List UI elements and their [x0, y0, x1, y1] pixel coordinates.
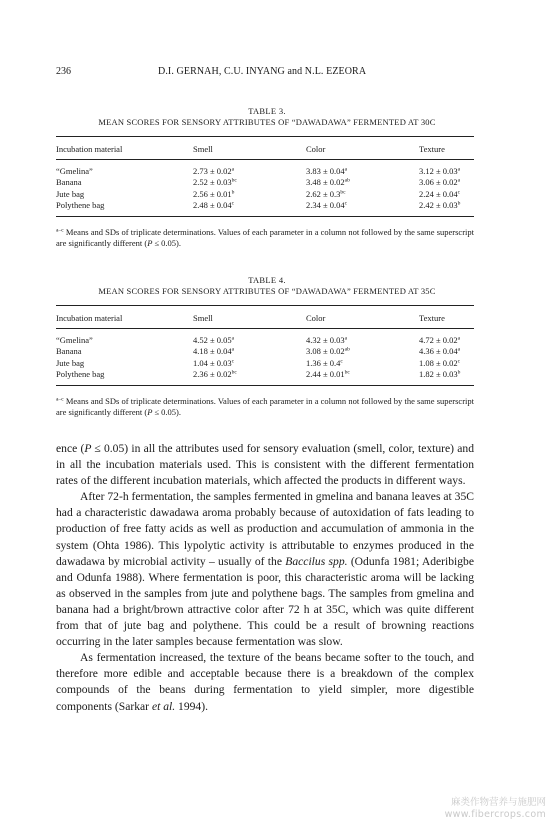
cell-value: 2.24 ± 0.04 — [419, 188, 458, 199]
table-cell — [419, 177, 460, 188]
watermark-text: 麻类作物营养与施肥网 — [450, 797, 546, 808]
incubation-material: “Gmelina” — [56, 166, 93, 176]
cell-value: 2.73 ± 0.02 — [193, 166, 232, 176]
significance-superscript: a — [231, 166, 235, 173]
significance-superscript: a — [231, 335, 235, 342]
cell-value: 3.83 ± 0.04 — [306, 166, 345, 176]
cell-value: 4.36 ± 0.04 — [419, 346, 458, 357]
table-header-rule — [56, 328, 474, 329]
significance-superscript: bc — [231, 369, 237, 376]
table-number: TABLE 4. — [248, 275, 286, 285]
significance-superscript: a — [457, 177, 461, 184]
table-row — [56, 358, 478, 369]
significance-superscript: b — [457, 200, 461, 207]
incubation-material: Banana — [56, 177, 82, 188]
table-cell — [193, 166, 234, 177]
table-3 — [56, 106, 478, 248]
cell-value: 4.32 ± 0.03 — [306, 335, 345, 345]
table-top-rule — [56, 136, 474, 137]
table-cell — [306, 346, 350, 357]
table-cell — [193, 358, 234, 369]
incubation-material: Jute bag — [56, 357, 85, 368]
cell-value: 4.72 ± 0.02 — [419, 335, 458, 345]
paragraph: As fermentation increased, the texture of the beans became softer to the touch, and therefore more edible and acceptable because there is a breakdown of the complex compounds of the beans during fermentation to yield simpler, more digestible components (Sarkar et al. 1994). — [56, 651, 474, 713]
watermark-url: www.fibercrops.com — [444, 809, 546, 820]
significance-superscript: c — [457, 358, 461, 365]
cell-value: 2.42 ± 0.03 — [419, 199, 458, 210]
table-row — [56, 200, 478, 211]
significance-superscript: ab — [344, 346, 350, 353]
table-header-row — [56, 313, 478, 324]
table-bottom-rule — [56, 385, 474, 386]
table-cell — [419, 335, 460, 346]
table-bottom-rule — [56, 216, 474, 217]
table-cell — [419, 189, 460, 200]
column-header: Incubation material — [56, 144, 123, 154]
column-header: Texture — [419, 313, 445, 323]
column-header: Incubation material — [56, 313, 123, 323]
significance-superscript: a — [457, 166, 461, 173]
significance-superscript: c — [340, 358, 343, 365]
significance-superscript: c — [457, 189, 461, 196]
cell-value: 2.34 ± 0.04 — [306, 199, 345, 210]
cell-value: 2.56 ± 0.01 — [193, 188, 232, 199]
significance-superscript: bc — [344, 369, 350, 376]
incubation-material: “Gmelina” — [56, 335, 93, 345]
table-cell — [306, 177, 350, 188]
cell-value: 2.48 ± 0.04 — [193, 199, 232, 210]
table-header-rule — [56, 159, 474, 160]
significance-superscript: bc — [231, 177, 237, 184]
footnote-mark: a–c — [56, 396, 64, 403]
significance-superscript: a — [231, 346, 235, 353]
significance-superscript: b — [231, 189, 235, 196]
significance-superscript: b — [457, 369, 461, 376]
cell-value: 4.52 ± 0.05 — [193, 335, 232, 345]
significance-superscript: c — [344, 200, 348, 207]
footnote-mark: a–c — [56, 227, 64, 234]
table-caption: MEAN SCORES FOR SENSORY ATTRIBUTES OF “DAWADAWA” FERMENTED AT 35C — [98, 286, 436, 296]
table-cell — [306, 166, 347, 177]
column-header: Smell — [193, 313, 213, 323]
table-footnote: $^{a-c}$ Means and SDs of triplicate determinations. Values of each parameter in a column not followed by the same superscript are significantly different (P ≤ 0.05). — [56, 227, 474, 248]
table-header-row — [56, 144, 478, 155]
table-cell — [419, 166, 460, 177]
significance-superscript: ab — [344, 177, 350, 184]
site-watermark — [445, 797, 546, 821]
significance-superscript: bc — [340, 189, 346, 196]
table-cell — [419, 358, 460, 369]
page-number: 236 — [56, 66, 71, 77]
table-cell — [419, 200, 460, 211]
significance-superscript: c — [231, 358, 235, 365]
table-number: TABLE 3. — [248, 106, 286, 116]
incubation-material: Jute bag — [56, 188, 85, 199]
cell-value: 2.44 ± 0.01 — [306, 368, 345, 379]
table-cell — [193, 335, 234, 346]
cell-value: 1.08 ± 0.02 — [419, 357, 458, 368]
table-cell — [193, 177, 237, 188]
table-caption: MEAN SCORES FOR SENSORY ATTRIBUTES OF “DAWADAWA” FERMENTED AT 30C — [98, 117, 436, 127]
paragraph: After 72-h fermentation, the samples fermented in gmelina and banana leaves at 35C had a characteristic dawadawa aroma probably because of autoxidation of fats leading to production of free fatty acids as well as production and accumulation of ammonia in the system (Ohta 1986). This lypolytic activity is attributable to enzymes produced in the dawadawa by microbial activity – usually of the Baccilus spp. (Odunfa 1981; Aderibigbe and Odunfa 1988). Where fermentation is poor, this characteristic aroma will be lacking as observed in the samples from jute and polythene bags. The samples from gmelina and banana had a bright/brown attractive color after 72 h at 35C, which was quite different from that of jute bag and polythene. This could be a result of browning reactions occurring in the later samples because fermentation was slow. — [56, 490, 474, 649]
table-cell — [193, 200, 234, 211]
cell-value: 3.06 ± 0.02 — [419, 177, 458, 188]
significance-superscript: c — [231, 200, 235, 207]
table-row — [56, 166, 478, 177]
column-header: Smell — [193, 144, 213, 154]
table-row — [56, 369, 478, 380]
table-cell — [306, 335, 347, 346]
table-row — [56, 189, 478, 200]
cell-value: 2.62 ± 0.3 — [306, 188, 341, 199]
paragraph: ence (P ≤ 0.05) in all the attributes used for sensory evaluation (smell, color, texture) and in all the incubation materials used. This is consistent with the different fermentation rates of the different incubation materials, which affected the products in different ways. — [56, 442, 474, 488]
significance-superscript: a — [457, 346, 461, 353]
table-4 — [56, 275, 478, 417]
table-cell — [419, 346, 460, 357]
cell-value: 3.08 ± 0.02 — [306, 346, 345, 357]
significance-superscript: a — [344, 166, 348, 173]
cell-value: 1.04 ± 0.03 — [193, 357, 232, 368]
running-header — [56, 66, 478, 82]
table-row — [56, 177, 478, 188]
running-head-authors: D.I. GERNAH, C.U. INYANG and N.L. EZEORA — [158, 66, 367, 77]
table-cell — [306, 200, 347, 211]
table-cell — [193, 346, 234, 357]
cell-value: 3.12 ± 0.03 — [419, 166, 458, 176]
incubation-material: Polythene bag — [56, 368, 105, 379]
column-header: Color — [306, 144, 326, 154]
cell-value: 1.82 ± 0.03 — [419, 368, 458, 379]
table-row — [56, 335, 478, 346]
incubation-material: Polythene bag — [56, 199, 105, 210]
cell-value: 2.36 ± 0.02 — [193, 368, 232, 379]
table-cell — [306, 369, 350, 380]
column-header: Color — [306, 313, 326, 323]
column-header: Texture — [419, 144, 445, 154]
cell-value: 2.52 ± 0.03 — [193, 177, 232, 188]
significance-superscript: a — [344, 335, 348, 342]
body-text — [56, 441, 474, 715]
table-row — [56, 346, 478, 357]
table-top-rule — [56, 305, 474, 306]
significance-superscript: a — [457, 335, 461, 342]
table-cell — [306, 358, 343, 369]
cell-value: 3.48 ± 0.02 — [306, 177, 345, 188]
cell-value: 1.36 ± 0.4 — [306, 357, 341, 368]
table-cell — [306, 189, 346, 200]
table-footnote: $^{a-c}$ Means and SDs of triplicate determinations. Values of each parameter in a column not followed by the same superscript are significantly different (P ≤ 0.05). — [56, 396, 474, 417]
table-cell — [193, 189, 234, 200]
incubation-material: Banana — [56, 346, 82, 357]
cell-value: 4.18 ± 0.04 — [193, 346, 232, 357]
table-cell — [193, 369, 237, 380]
table-cell — [419, 369, 460, 380]
